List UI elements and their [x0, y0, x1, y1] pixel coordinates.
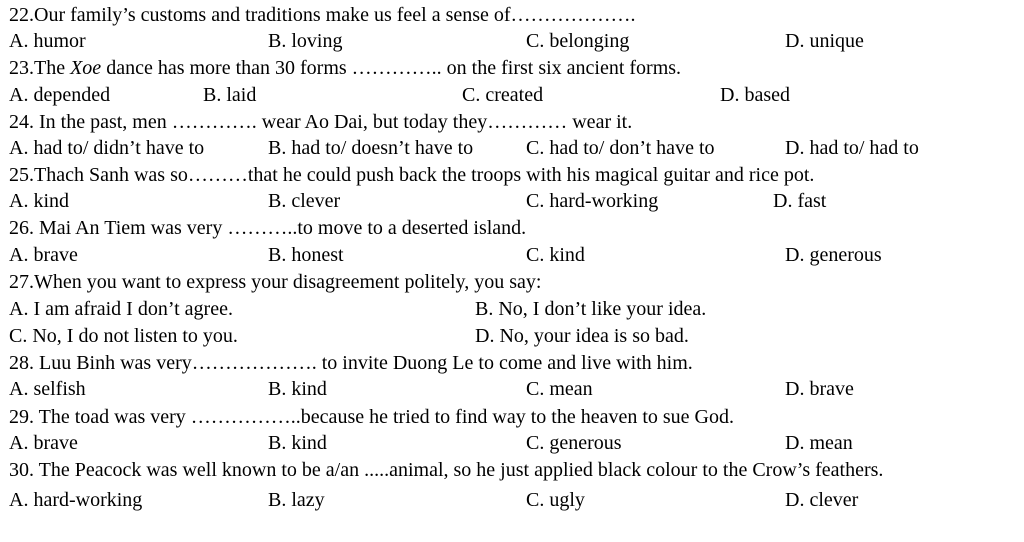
q25-option-a: A. kind — [9, 190, 69, 212]
q27-option-a: A. I am afraid I don’t agree. — [9, 298, 233, 320]
q24-option-b: B. had to/ doesn’t have to — [268, 137, 474, 159]
q22-option-b: B. loving — [268, 30, 343, 52]
question-22-stem: 22.Our family’s customs and traditions make us feel a sense of………………. — [9, 4, 636, 26]
q25-option-d: D. fast — [773, 190, 827, 212]
q29-option-b: B. kind — [268, 432, 327, 454]
q26-option-a: A. brave — [9, 244, 78, 266]
q28-option-d: D. brave — [785, 378, 854, 400]
question-26-stem: 26. Mai An Tiem was very ………..to move to a deserted island. — [9, 217, 527, 239]
q27-option-d: D. No, your idea is so bad. — [475, 325, 689, 347]
q28-option-b: B. kind — [268, 378, 327, 400]
q23-option-a: A. depended — [9, 84, 111, 106]
question-30-stem: 30. The Peacock was well known to be a/an .....animal, so he just applied black colour to the Crow’s feathers. — [9, 459, 884, 481]
q29-option-c: C. generous — [526, 432, 622, 454]
question-29-stem: 29. The toad was very ……………..because he tried to find way to the heaven to sue God. — [9, 406, 734, 428]
question-24-stem: 24. In the past, men …………. wear Ao Dai, but today they………… wear it. — [9, 111, 633, 133]
q22-option-d: D. unique — [785, 30, 864, 52]
q29-option-d: D. mean — [785, 432, 853, 454]
q26-option-b: B. honest — [268, 244, 344, 266]
question-27-stem: 27.When you want to express your disagreement politely, you say: — [9, 271, 542, 293]
q26-option-d: D. generous — [785, 244, 882, 266]
q29-option-a: A. brave — [9, 432, 78, 454]
q22-option-c: C. belonging — [526, 30, 630, 52]
q25-option-b: B. clever — [268, 190, 341, 212]
q24-option-c: C. had to/ don’t have to — [526, 137, 715, 159]
q23-stem-post: dance has more than 30 forms ………….. on the first six ancient forms. — [101, 57, 682, 79]
q30-option-b: B. lazy — [268, 489, 325, 511]
q22-option-a: A. humor — [9, 30, 86, 52]
q23-stem-italic: Xoe — [70, 57, 102, 79]
q23-option-d: D. based — [720, 84, 790, 106]
question-23-stem — [9, 55, 681, 81]
question-25-stem: 25.Thach Sanh was so………that he could push back the troops with his magical guitar and rice pot. — [9, 164, 815, 186]
q24-option-d: D. had to/ had to — [785, 137, 919, 159]
q28-option-a: A. selfish — [9, 378, 86, 400]
q27-option-c: C. No, I do not listen to you. — [9, 325, 238, 347]
q23-option-b: B. laid — [203, 84, 257, 106]
question-28-stem: 28. Luu Binh was very………………. to invite Duong Le to come and live with him. — [9, 352, 693, 374]
q28-option-c: C. mean — [526, 378, 593, 400]
q27-option-b: B. No, I don’t like your idea. — [475, 298, 707, 320]
q23-option-c: C. created — [462, 84, 544, 106]
q23-stem-pre: 23.The — [9, 57, 71, 79]
q24-option-a: A. had to/ didn’t have to — [9, 137, 205, 159]
q25-option-c: C. hard-working — [526, 190, 659, 212]
q26-option-c: C. kind — [526, 244, 585, 266]
q30-option-a: A. hard-working — [9, 489, 143, 511]
q30-option-c: C. ugly — [526, 489, 585, 511]
q30-option-d: D. clever — [785, 489, 859, 511]
